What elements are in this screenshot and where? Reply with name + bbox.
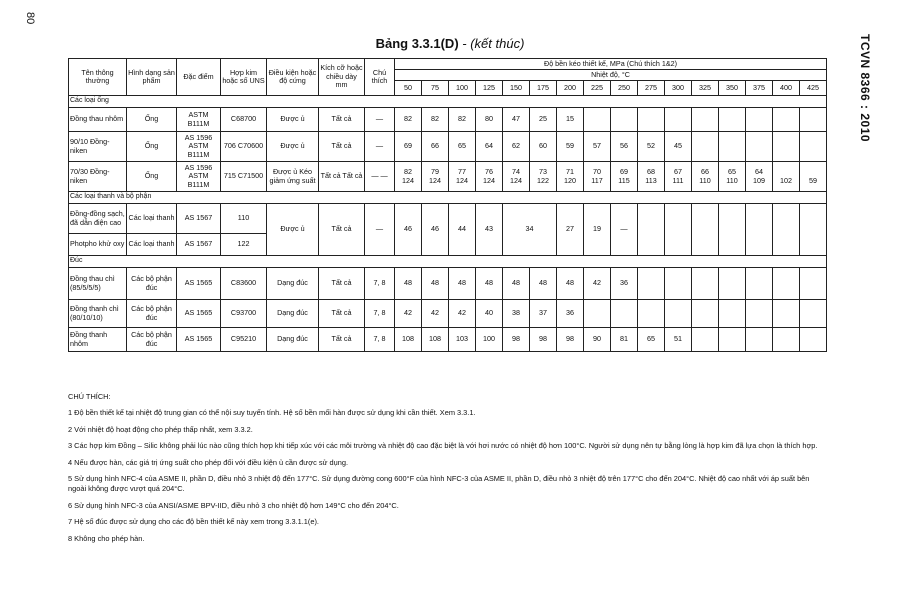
note-5: 5 Sử dụng hình NFC-4 của ASME II, phần D, điều nhỏ 3 nhiệt độ đến 177°C. Sử dụng đường cong 600°F của hình NFC-3 của ASME II, phần D, điều nhỏ 3 nhiệt độ trên 177°C cho đến 204°C. Nhiệt độ cao nhất với áp suất bên ngoài không được vượt quá 204°C. [68,474,810,493]
stress-cell: 108 [422,328,449,352]
stress-value: 117 [591,175,603,185]
temp-header-cell: 200 [557,81,584,96]
stress-cell [719,204,746,256]
row-name: 70/30 Đồng-niken [69,162,127,192]
stress-cell: 98 [557,328,584,352]
row-name: Photpho khử oxy [69,234,127,256]
stress-cell [692,108,719,132]
stress-cell [395,162,422,192]
table-title-suffix: - (kết thúc) [458,36,525,51]
stress-cell [584,162,611,192]
stress-cell [773,132,800,162]
stress-cell [611,162,638,192]
row-form: Ống [127,108,177,132]
section-castings: Đúc [69,256,827,268]
stress-value: 64 [755,167,763,176]
note-7: 7 Hệ số đúc được sử dụng cho các độ bền thiết kế này xem trong 3.3.1.1(e). [68,517,319,526]
row-spec: AS 1596 ASTM B111M [177,132,221,162]
row-size: Tất cả [319,108,365,132]
stress-cell [719,108,746,132]
row-spec: AS 1565 [177,328,221,352]
stress-cell: — [611,204,638,256]
table-row [69,328,827,352]
stress-value: 82 [404,167,412,176]
stress-value: 79 [431,167,439,176]
row-condition: Được ủ [267,132,319,162]
stress-cell: 69 [395,132,422,162]
row-size: Tất cả [319,268,365,300]
stress-cell: 42 [449,300,476,328]
row-size: Tất cả [319,300,365,328]
stress-cell [692,268,719,300]
stress-cell: 80 [476,108,503,132]
header-notes: Chú thích [365,59,395,96]
row-spec: AS 1596 ASTM B111M [177,162,221,192]
row-form: Các bộ phận đúc [127,328,177,352]
stress-cell [773,328,800,352]
row-size: Tất cả [319,204,365,256]
temp-header-cell: 300 [665,81,692,96]
stress-cell [719,132,746,162]
stress-cell [476,162,503,192]
row-note: — [365,204,395,256]
table-row [69,268,827,300]
header-temperature: Nhiệt độ, °C [395,70,827,81]
stress-cell: 65 [449,132,476,162]
stress-cell: 46 [422,204,449,256]
row-spec: AS 1565 [177,268,221,300]
stress-value: 69 [620,167,628,176]
row-form: Ống [127,132,177,162]
stress-cell [719,328,746,352]
stress-cell: 66 [422,132,449,162]
stress-cell [746,162,773,192]
row-condition: Dạng đúc [267,328,319,352]
stress-cell: 81 [611,328,638,352]
stress-value: 110 [699,175,711,185]
stress-cell [503,162,530,192]
stress-cell: 38 [503,300,530,328]
stress-cell: 48 [395,268,422,300]
stress-cell [719,268,746,300]
stress-value: 76 [485,167,493,176]
row-alloy: 706 C70600 [221,132,267,162]
note-1: 1 Độ bền thiết kế tại nhiệt độ trung gian có thể nội suy tuyến tính. Hệ số bền mối hàn được sử dụng khi cần thiết. Xem 3.3.1. [68,408,476,417]
stress-value: 74 [512,167,520,176]
stress-cell [800,300,827,328]
stress-cell [800,108,827,132]
stress-cell: 65 [638,328,665,352]
stress-cell: 47 [503,108,530,132]
row-spec: ASTM B111M [177,108,221,132]
stress-cell: 42 [584,268,611,300]
page-number: 80 [24,12,36,25]
row-size: Tất cả [319,132,365,162]
stress-cell: 57 [584,132,611,162]
stress-cell [557,162,584,192]
row-note: 7, 8 [365,328,395,352]
stress-value: 110 [726,175,738,185]
stress-cell [773,300,800,328]
temp-header-cell: 150 [503,81,530,96]
stress-value: 71 [566,167,574,176]
temp-header-cell: 50 [395,81,422,96]
stress-cell: 82 [449,108,476,132]
stress-cell: 51 [665,328,692,352]
stress-cell [773,108,800,132]
stress-cell [584,108,611,132]
stress-cell [800,162,827,192]
row-form: Các bộ phận đúc [127,300,177,328]
temp-header-cell: 125 [476,81,503,96]
table-row [69,132,827,162]
row-condition: Dạng đúc [267,300,319,328]
stress-value: 65 [728,167,736,176]
temp-header-cell: 175 [530,81,557,96]
temp-header-cell: 375 [746,81,773,96]
stress-cell [638,300,665,328]
stress-cell [665,204,692,256]
temp-header-cell: 100 [449,81,476,96]
temp-header-cell: 425 [800,81,827,96]
stress-cell: 37 [530,300,557,328]
row-name: Đồng thau chì (85/5/5/5) [69,268,127,300]
row-alloy: C83600 [221,268,267,300]
stress-value: 59 [809,175,818,185]
stress-cell: 36 [611,268,638,300]
header-specification: Đặc điểm [177,59,221,96]
stress-cell [611,300,638,328]
stress-cell [530,162,557,192]
stress-cell [692,162,719,192]
table-title-main: Bảng 3.3.1(D) [375,36,459,51]
stress-cell [800,268,827,300]
row-condition: Dạng đúc [267,268,319,300]
stress-cell: 15 [557,108,584,132]
stress-cell: 48 [476,268,503,300]
note-8: 8 Không cho phép hàn. [68,533,145,543]
header-product-form: Hình dạng sản phẩm [127,59,177,96]
row-alloy: C95210 [221,328,267,352]
stress-cell [638,108,665,132]
stress-cell [665,300,692,328]
temp-header-cell: 75 [422,81,449,96]
row-alloy: 715 C71500 [221,162,267,192]
table-row [69,162,827,192]
table-row [69,204,827,234]
note-6: 6 Sử dụng hình NFC-3 của ANSI/ASME BPV-IID, điều nhỏ 3 cho nhiệt độ hơn 149°C cho đến 204°C. [68,500,399,510]
stress-cell: 62 [503,132,530,162]
note-2: 2 Với nhiệt độ hoạt động cho phép thấp nhất, xem 3.3.2. [68,424,253,434]
stress-cell [638,204,665,256]
stress-cell [773,268,800,300]
stress-cell: 98 [530,328,557,352]
stress-cell: 45 [665,132,692,162]
stress-cell: 19 [584,204,611,256]
row-note: 7, 8 [365,268,395,300]
stress-cell [719,162,746,192]
stress-cell [746,328,773,352]
stress-value: 122 [537,175,549,185]
stress-value: 111 [672,175,684,185]
stress-cell [746,268,773,300]
stress-cell [719,300,746,328]
stress-cell: 42 [395,300,422,328]
stress-value: 70 [593,167,601,176]
temp-header-cell: 250 [611,81,638,96]
row-size: Tất cả [319,328,365,352]
stress-cell: 48 [449,268,476,300]
stress-cell: 44 [449,204,476,256]
stress-value: 124 [456,175,468,185]
stress-cell [638,162,665,192]
stress-cell [800,328,827,352]
table-row [69,108,827,132]
stress-cell: 40 [476,300,503,328]
stress-cell: 59 [557,132,584,162]
stress-cell: 43 [476,204,503,256]
stress-cell: 52 [638,132,665,162]
header-design-stress: Độ bền kéo thiết kế, MPa (Chú thích 1&2) [395,59,827,70]
row-name: Đồng-đồng sạch, đã dẫn điện cao [69,204,127,234]
row-alloy: 110 [221,204,267,234]
table-title [300,36,600,51]
row-alloy: C68700 [221,108,267,132]
stress-value: 124 [429,175,441,185]
stress-cell: 48 [422,268,449,300]
row-name: Đồng thau nhôm [69,108,127,132]
stress-cell [800,132,827,162]
stress-cell [665,162,692,192]
stress-cell [422,162,449,192]
row-note: — — [365,162,395,192]
stress-cell: 25 [530,108,557,132]
row-size: Tất cả Tất cả [319,162,365,192]
row-name: Đồng thanh chì (80/10/10) [69,300,127,328]
stress-cell [692,328,719,352]
stress-value: 102 [780,175,792,185]
stress-value: 115 [618,175,630,185]
temp-header-cell: 400 [773,81,800,96]
stress-cell: 100 [476,328,503,352]
stress-cell [773,204,800,256]
row-condition: Được ủ [267,204,319,256]
stress-value: 109 [753,175,765,185]
stress-cell [665,268,692,300]
row-spec: AS 1567 [177,234,221,256]
stress-cell [692,204,719,256]
stress-value: 73 [539,167,547,176]
stress-value: 124 [483,175,495,185]
stress-cell: 98 [503,328,530,352]
stress-cell: 46 [395,204,422,256]
row-condition: Được ủ Kéo giảm ứng suất [267,162,319,192]
stress-cell: 42 [422,300,449,328]
row-form: Các loại thanh [127,234,177,256]
row-alloy: C93700 [221,300,267,328]
temp-header-cell: 350 [719,81,746,96]
row-name: 90/10 Đồng-niken [69,132,127,162]
stress-value: 124 [402,175,414,185]
header-condition: Điều kiện hoặc độ cứng [267,59,319,96]
standard-code: TCVN 8366 : 2010 [858,34,872,143]
temp-header-cell: 325 [692,81,719,96]
stress-cell [665,108,692,132]
stress-cell [746,132,773,162]
row-form: Các loại thanh [127,204,177,234]
row-alloy: 122 [221,234,267,256]
stress-cell: 64 [476,132,503,162]
stress-cell: 48 [503,268,530,300]
stress-value: 68 [647,167,655,176]
stress-cell [449,162,476,192]
stress-cell [692,132,719,162]
stress-value: 66 [701,167,709,176]
stress-value: 124 [510,175,522,185]
stress-cell [746,204,773,256]
row-note: — [365,132,395,162]
stress-cell: 90 [584,328,611,352]
notes-heading: CHÚ THÍCH: [68,392,111,401]
stress-cell [746,108,773,132]
note-3: 3 Các hợp kim Đồng – Silic không phải lúc nào cũng thích hợp khi tiếp xúc với các môi trường và nhiệt độ cao đặc biệt là với hơi nước có nhiệt độ hơn 100°C. Người sử dụng nên tự bằng lòng là hợp kim đã lựa chọn là thích hợp. [68,441,818,450]
row-form: Ống [127,162,177,192]
stress-cell [638,268,665,300]
row-condition: Được ủ [267,108,319,132]
section-bars: Các loại thanh và bộ phận [69,192,827,204]
row-spec: AS 1565 [177,300,221,328]
stress-cell: 108 [395,328,422,352]
stress-cell: 60 [530,132,557,162]
notes-section [68,392,828,550]
stress-value: 67 [674,167,682,176]
stress-value: 77 [458,167,466,176]
temp-header-cell: 225 [584,81,611,96]
row-name: Đồng thanh nhôm [69,328,127,352]
stress-cell [746,300,773,328]
stress-cell: 48 [557,268,584,300]
stress-cell: 82 [395,108,422,132]
note-4: 4 Nếu được hàn, các giá trị ứng suất cho phép đối với điều kiện ủ cần được sử dụng. [68,457,349,467]
stress-cell: 103 [449,328,476,352]
section-pipes: Các loại ống [69,96,827,108]
header-alloy-uns: Hợp kim hoặc số UNS [221,59,267,96]
row-note: — [365,108,395,132]
header-common-name: Tên thông thường [69,59,127,96]
stress-cell [773,162,800,192]
stress-cell [800,204,827,256]
design-stress-table [68,58,827,352]
stress-cell: 27 [557,204,584,256]
row-spec: AS 1567 [177,204,221,234]
stress-cell: 36 [557,300,584,328]
table-row [69,300,827,328]
header-size: Kích cỡ hoặc chiều dày mm [319,59,365,96]
stress-value: 113 [645,175,657,185]
stress-cell: 56 [611,132,638,162]
stress-cell [692,300,719,328]
stress-cell: 48 [530,268,557,300]
stress-cell [611,108,638,132]
temp-header-cell: 275 [638,81,665,96]
row-form: Các bộ phận đúc [127,268,177,300]
stress-cell: 82 [422,108,449,132]
row-note: 7, 8 [365,300,395,328]
stress-value: 120 [564,175,576,185]
stress-cell: 34 [503,204,557,256]
stress-cell [584,300,611,328]
